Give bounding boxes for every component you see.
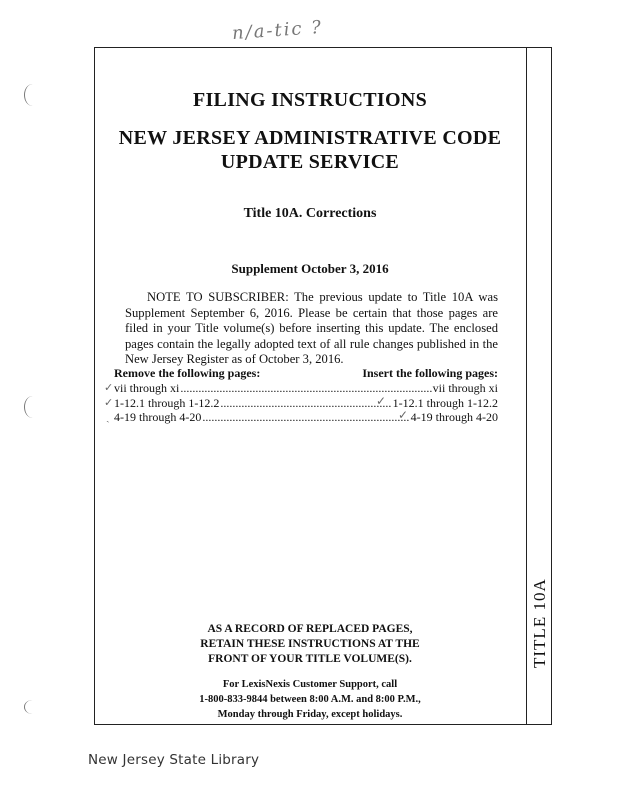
leader-dots [202, 410, 409, 425]
remove-pages: 4-19 through 4-20 [114, 410, 202, 424]
punch-hole-bottom [24, 700, 41, 714]
spine-label: TITLE 10A [530, 578, 549, 668]
support-line3: Monday through Friday, except holidays. [217, 709, 403, 720]
insert-pages: 1-12.1 through 1-12.2 [392, 395, 498, 410]
library-stamp: New Jersey State Library [88, 752, 260, 768]
code-title-line1: NEW JERSEY ADMINISTRATIVE CODE [118, 127, 502, 149]
filing-instructions-title: FILING INSTRUCTIONS [192, 89, 428, 111]
pages-row [106, 408, 498, 425]
pages-row [104, 381, 498, 396]
check-mark-icon: ✓ [397, 408, 408, 422]
punch-hole-top [24, 84, 41, 106]
pages-table-header [114, 366, 498, 381]
check-mark-icon: ✓ [104, 382, 114, 394]
leader-dots [220, 393, 391, 411]
insert-header: Insert the following pages: [362, 366, 498, 380]
support-line1: For LexisNexis Customer Support, call [222, 679, 398, 690]
punch-hole-middle [24, 396, 41, 418]
supplement-date: Supplement October 3, 2016 [231, 261, 389, 276]
title-section: Title 10A. Corrections [243, 206, 377, 221]
note-to-subscriber: NOTE TO SUBSCRIBER: The previous update to Title 10A was Supplement September 6, 2016. Please be certain that those pages are filed in your Title volume(s) before inserting this update. The enclosed pages contain the legally adopted text of all rule changes published in the New Jersey Register as of October 3, 2016. [125, 290, 498, 366]
handwritten-note: n/a-tic ? [231, 16, 324, 45]
pages-row [104, 393, 498, 411]
remove-pages: vii through xi [114, 381, 180, 395]
record-notice-line3: FRONT OF YOUR TITLE VOLUME(S). [208, 653, 412, 665]
pages-table [104, 366, 498, 425]
remove-header: Remove the following pages: [114, 366, 261, 380]
record-notice-line2: RETAIN THESE INSTRUCTIONS AT THE [200, 638, 420, 650]
code-title-line2: UPDATE SERVICE [220, 151, 400, 173]
support-line2: 1-800-833-9844 between 8:00 A.M. and 8:00 P.M., [199, 694, 421, 705]
leader-dots [180, 381, 431, 396]
insert-pages: 4-19 through 4-20 [410, 410, 498, 424]
check-mark-icon: ✓ [104, 396, 114, 409]
record-notice-line1: AS A RECORD OF REPLACED PAGES, [207, 623, 413, 635]
insert-pages: vii through xi [432, 381, 498, 395]
spine-divider [526, 47, 527, 725]
check-mark-icon: ˎ [106, 411, 110, 423]
remove-pages: 1-12.1 through 1-12.2 [114, 395, 220, 410]
check-mark-icon: ✓ [375, 393, 386, 408]
